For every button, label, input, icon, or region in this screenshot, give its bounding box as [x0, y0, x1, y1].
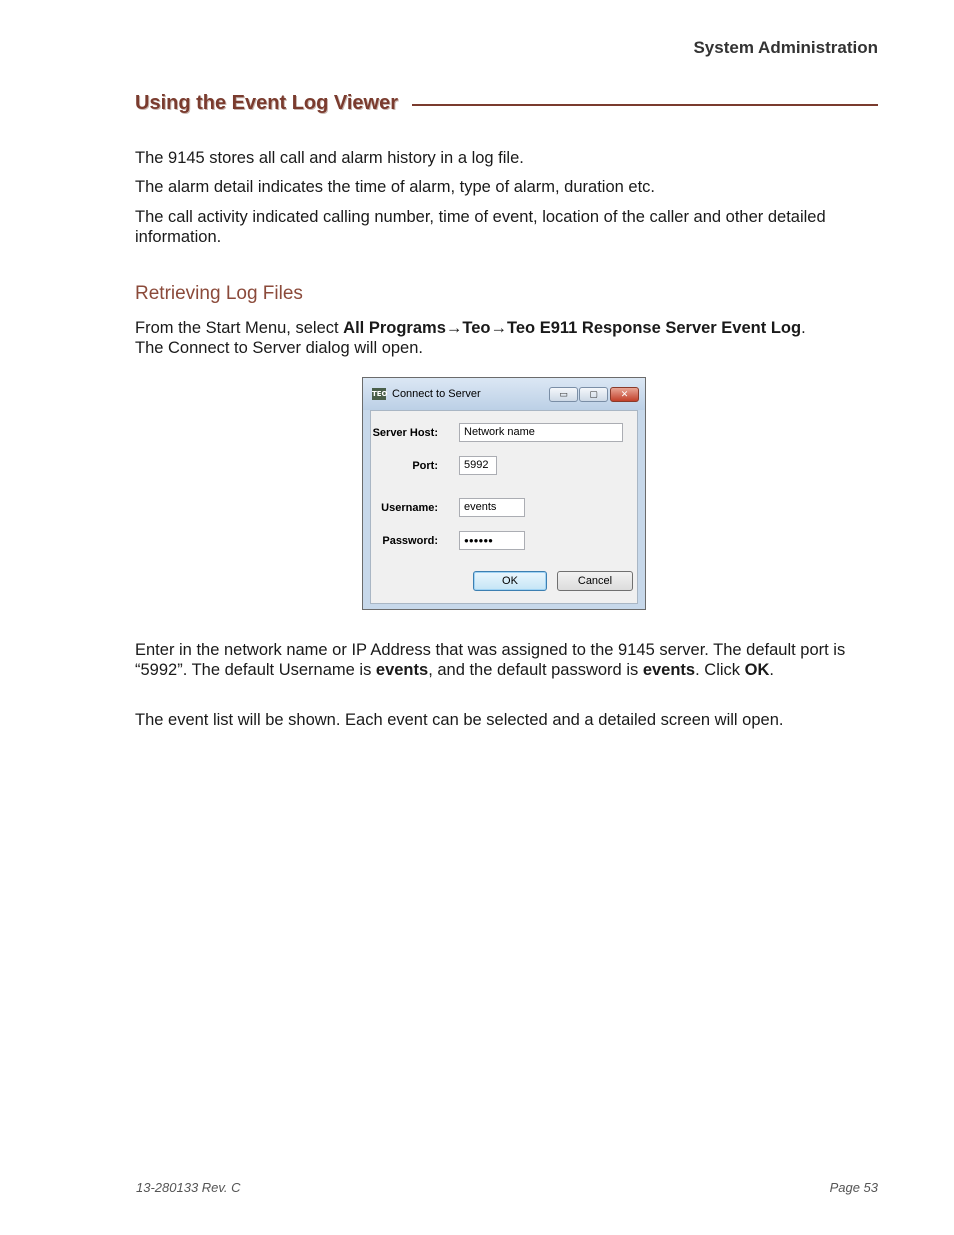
cancel-button[interactable]: Cancel [557, 571, 633, 591]
paragraph-start-menu [135, 318, 875, 358]
default-username: events [375, 661, 429, 679]
default-password: events [642, 661, 696, 679]
text: The Connect to Server dialog will open. [135, 339, 423, 357]
paragraph-call-activity: The call activity indicated calling number, time of event, location of the caller and other detailed information. [135, 208, 826, 246]
paragraph-event-list: The event list will be shown. Each event can be selected and a detailed screen will open. [135, 711, 784, 729]
maximize-icon: ▢ [589, 389, 598, 399]
menu-path-teo: Teo [462, 319, 491, 337]
dialog-title: Connect to Server [392, 388, 481, 400]
footer-page-number: Page 53 [829, 1180, 878, 1195]
port-label: Port: [412, 460, 438, 472]
text: , and the default password is [428, 661, 643, 679]
arrow-glyph: → [490, 319, 507, 337]
dialog-titlebar[interactable] [363, 378, 645, 410]
section-title: Using the Event Log Viewer [135, 92, 399, 114]
paragraph-storage: The 9145 stores all call and alarm history in a log file. [135, 149, 524, 167]
server-host-input[interactable]: Network name [459, 423, 623, 442]
menu-path-all-programs: All Programs [343, 319, 446, 337]
minimize-button[interactable] [549, 387, 578, 402]
footer-doc-number: 13-280133 Rev. C [136, 1180, 241, 1195]
maximize-button[interactable] [579, 387, 608, 402]
server-host-label: Server Host: [372, 427, 438, 439]
username-label: Username: [381, 502, 438, 514]
connect-to-server-dialog [362, 377, 646, 610]
text: . Click [695, 661, 745, 679]
close-icon: ✕ [620, 389, 629, 399]
minimize-icon: ▭ [559, 389, 568, 399]
menu-path-app: Teo E911 Response Server Event Log [507, 319, 802, 337]
heading-rule [412, 104, 878, 106]
text: Enter in the network name or IP Address that was assigned to the 9145 server. The default port is “5992”. The default Username is [135, 641, 846, 679]
subsection-title: Retrieving Log Files [135, 283, 303, 304]
ok-reference: OK [744, 661, 770, 679]
paragraph-enter-details [135, 640, 875, 680]
ok-button[interactable]: OK [473, 571, 547, 591]
paragraph-alarm-detail: The alarm detail indicates the time of alarm, type of alarm, duration etc. [135, 178, 655, 196]
section-heading-row [135, 92, 878, 115]
running-header: System Administration [693, 38, 878, 57]
close-button[interactable] [610, 387, 639, 402]
password-input[interactable]: ●●●●●● [459, 531, 525, 550]
text: From the Start Menu, select [135, 319, 344, 337]
text: . [769, 661, 774, 679]
username-input[interactable]: events [459, 498, 525, 517]
password-label: Password: [382, 535, 438, 547]
teo-app-icon: TEO [372, 390, 388, 398]
port-input[interactable]: 5992 [459, 456, 497, 475]
dialog-body [370, 410, 638, 604]
text: . [801, 319, 806, 337]
arrow-glyph: → [445, 319, 463, 337]
